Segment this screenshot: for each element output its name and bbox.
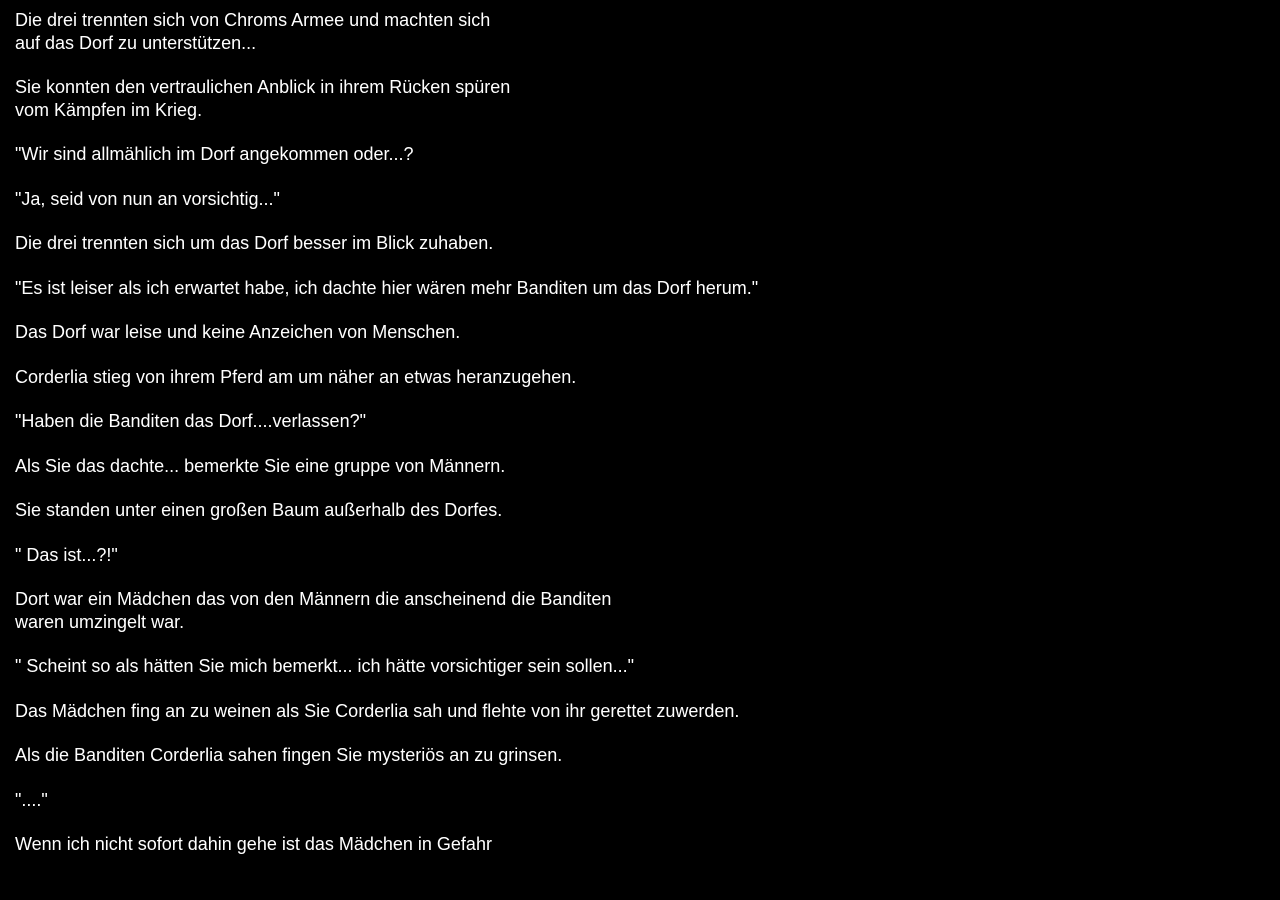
story-line: "Ja, seid von nun an vorsichtig..." [15,188,280,209]
story-paragraph [15,833,1255,856]
story-line: Die drei trennten sich von Chroms Armee und machten sich [15,10,491,30]
story-paragraph [15,588,1255,633]
story-paragraph [15,655,1255,678]
story-paragraph [15,789,1255,812]
story-paragraph [15,410,1255,433]
story-paragraph [15,544,1255,567]
story-paragraph [15,143,1255,166]
story-paragraph [15,76,1255,121]
story-paragraph [15,232,1255,255]
story-line: Sie konnten den vertraulichen Anblick in ihrem Rücken spüren [15,77,511,97]
story-line: Als die Banditen Corderlia sahen fingen Sie mysteriös an zu grinsen. [15,745,563,765]
story-paragraph [15,499,1255,522]
story-line: " Das ist...?!" [15,544,118,565]
story-line: Wenn ich nicht sofort dahin gehe ist das Mädchen in Gefahr [15,834,492,854]
story-line: waren umzingelt war. [15,611,185,632]
story-paragraph [15,321,1255,344]
story-line: "Wir sind allmählich im Dorf angekommen oder...? [15,144,414,164]
story-line: "Es ist leiser als ich erwartet habe, ich dachte hier wären mehr Banditen um das Dorf herum." [15,277,759,298]
story-paragraph [15,366,1255,389]
story-line: Das Mädchen fing an zu weinen als Sie Corderlia sah und flehte von ihr gerettet zuwerden. [15,700,740,721]
story-line: Corderlia stieg von ihrem Pferd am um näher an etwas heranzugehen. [15,366,577,387]
story-paragraph [15,700,1255,723]
story-text-block [15,9,1255,878]
story-paragraph [15,277,1255,300]
story-paragraph [15,455,1255,478]
story-line: Sie standen unter einen großen Baum außerhalb des Dorfes. [15,500,503,520]
story-line: auf das Dorf zu unterstützen... [15,32,257,53]
story-line: Als Sie das dachte... bemerkte Sie eine gruppe von Männern. [15,455,506,476]
story-line: "...." [15,789,48,810]
story-line: "Haben die Banditen das Dorf....verlassen?" [15,411,366,431]
story-paragraph [15,188,1255,211]
story-line: vom Kämpfen im Krieg. [15,99,203,120]
story-line: Das Dorf war leise und keine Anzeichen von Menschen. [15,322,461,342]
story-line: " Scheint so als hätten Sie mich bemerkt... ich hätte vorsichtiger sein sollen..." [15,656,635,676]
story-paragraph [15,744,1255,767]
story-line: Die drei trennten sich um das Dorf besser im Blick zuhaben. [15,233,494,253]
story-line: Dort war ein Mädchen das von den Männern die anscheinend die Banditen [15,589,612,609]
story-paragraph [15,9,1255,54]
